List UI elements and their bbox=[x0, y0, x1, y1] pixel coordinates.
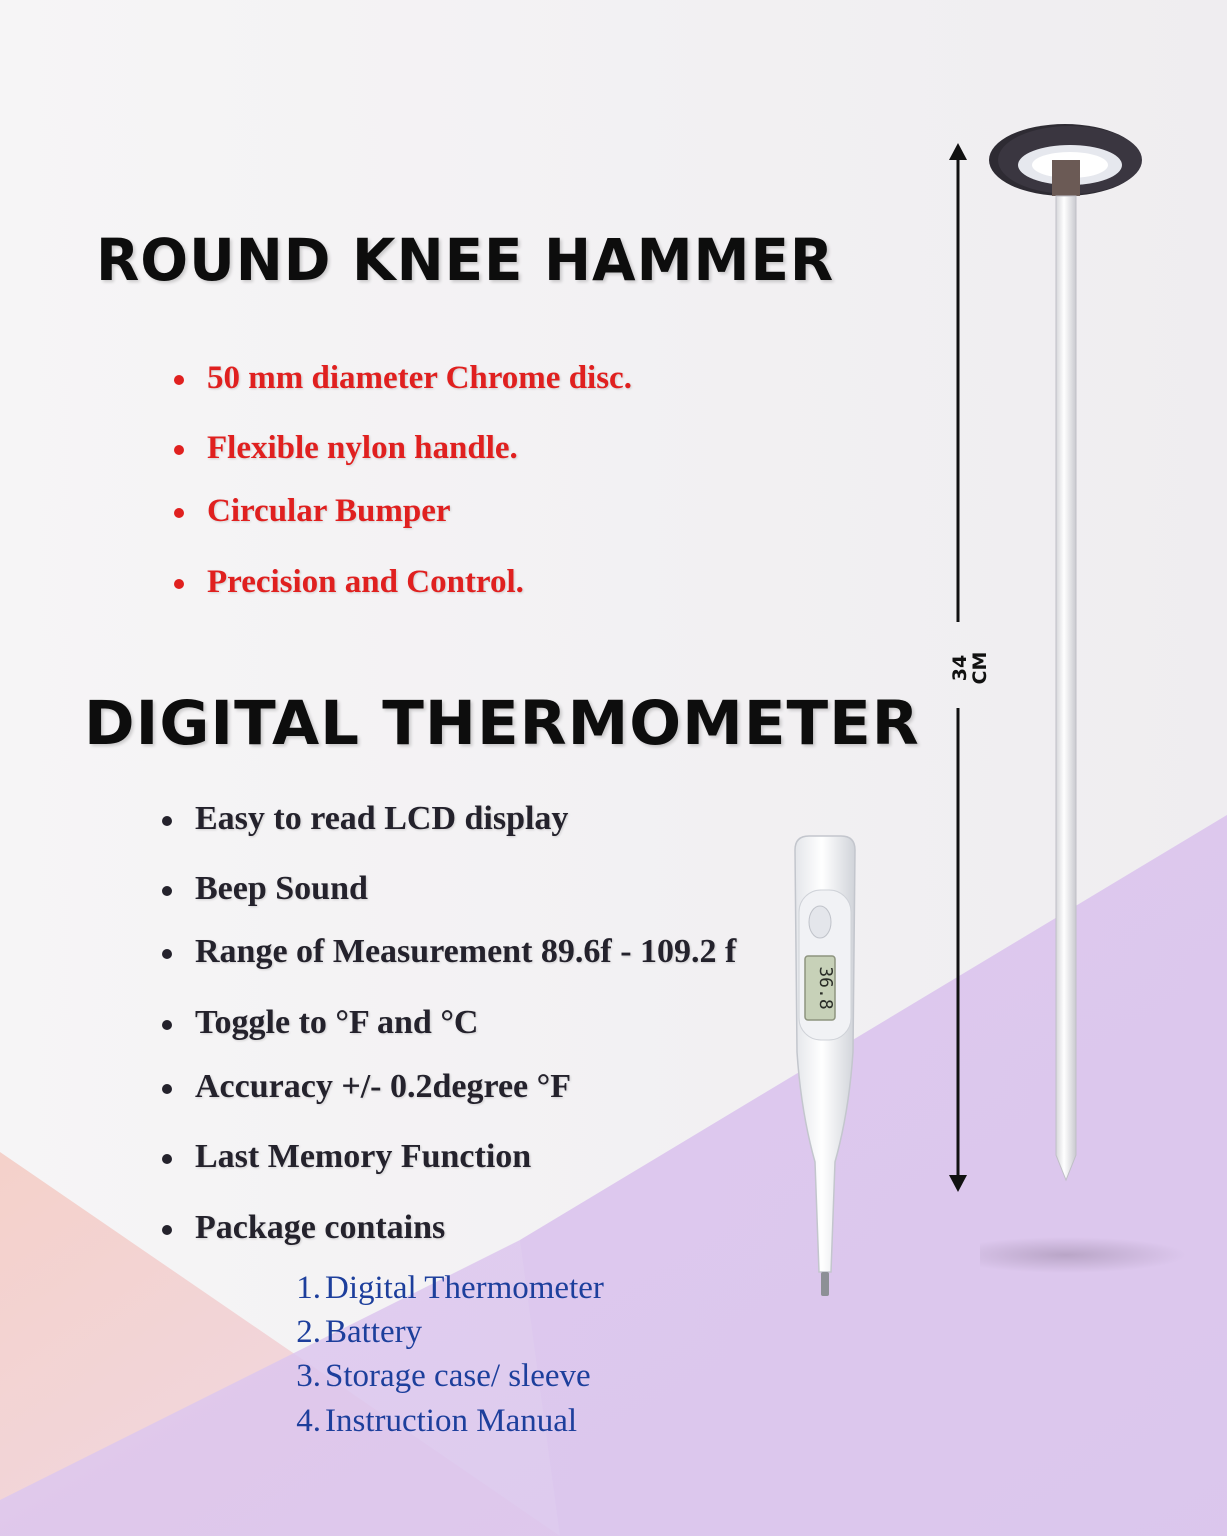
hammer-feature: Precision and Control. bbox=[207, 564, 524, 601]
thermometer-title: DIGITAL THERMOMETER bbox=[84, 688, 920, 759]
bullet-dot bbox=[162, 1154, 172, 1164]
hammer-feature: Circular Bumper bbox=[207, 493, 451, 530]
bullet-dot bbox=[162, 1084, 172, 1094]
bullet-dot bbox=[174, 579, 184, 589]
bullet-dot bbox=[162, 1020, 172, 1030]
bullet-dot bbox=[162, 1225, 172, 1235]
bullet-dot bbox=[174, 375, 184, 385]
thermometer-feature: Accuracy +/- 0.2degree °F bbox=[195, 1068, 571, 1106]
thermometer-feature: Easy to read LCD display bbox=[195, 800, 568, 838]
thermometer-feature: Last Memory Function bbox=[195, 1138, 531, 1176]
hammer-title: ROUND KNEE HAMMER bbox=[96, 226, 835, 294]
measurement-label: 34 CM bbox=[949, 651, 991, 685]
thermometer-feature: Package contains bbox=[195, 1209, 445, 1247]
hammer-feature: Flexible nylon handle. bbox=[207, 430, 518, 467]
package-item: 3. Storage case/ sleeve bbox=[296, 1358, 591, 1394]
package-item: 4. Instruction Manual bbox=[296, 1403, 578, 1439]
package-item: 2. Battery bbox=[296, 1314, 423, 1350]
bullet-dot bbox=[162, 886, 172, 896]
hammer-feature: 50 mm diameter Chrome disc. bbox=[207, 360, 632, 397]
package-item: 1. Digital Thermometer bbox=[296, 1270, 604, 1306]
knee-hammer-image bbox=[980, 120, 1200, 1290]
bullet-dot bbox=[162, 949, 172, 959]
digital-thermometer-image bbox=[785, 832, 865, 1302]
thermometer-feature: Beep Sound bbox=[195, 870, 368, 908]
thermometer-feature: Range of Measurement 89.6f - 109.2 f bbox=[195, 933, 736, 971]
bullet-dot bbox=[174, 508, 184, 518]
bullet-dot bbox=[162, 816, 172, 826]
lcd-reading: 36.8 bbox=[815, 966, 836, 1010]
bullet-dot bbox=[174, 445, 184, 455]
thermometer-feature: Toggle to °F and °C bbox=[195, 1004, 479, 1042]
